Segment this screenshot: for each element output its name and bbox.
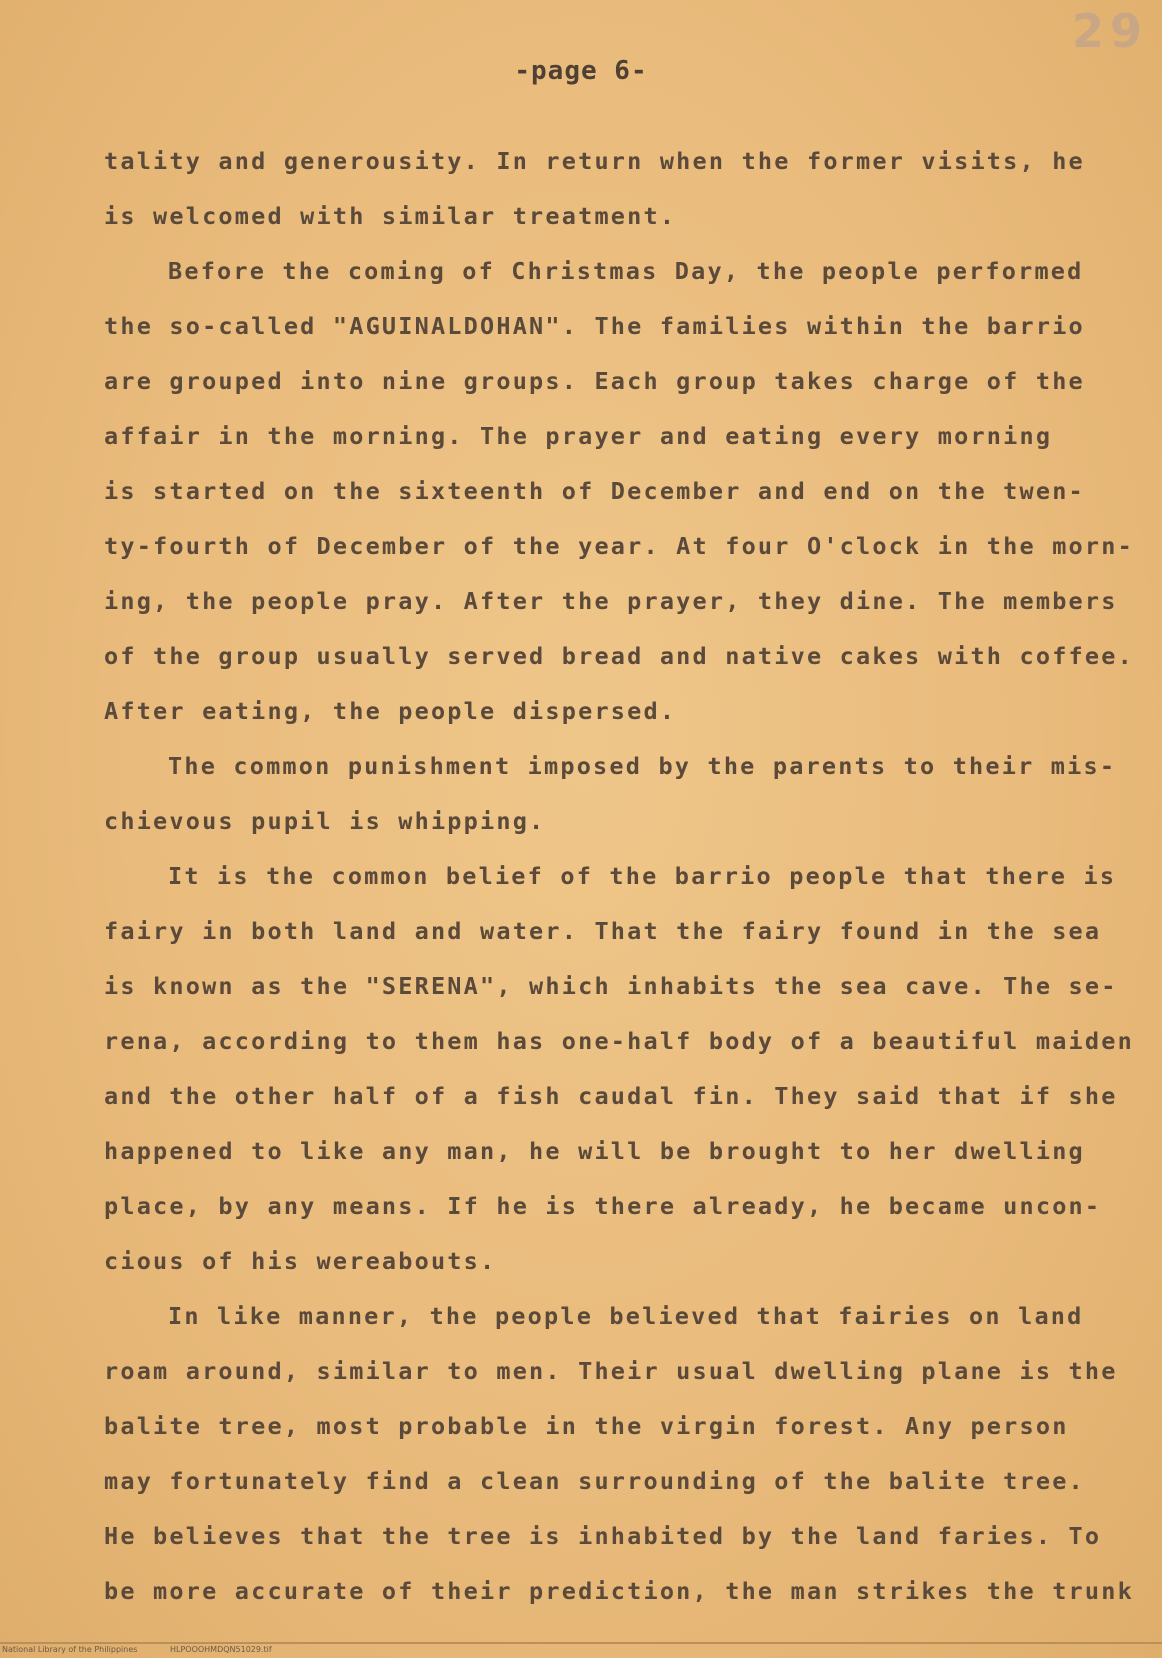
footer-file-name: HLPOOOHMDQN51029.tif: [169, 1645, 272, 1654]
text-line: ty-fourth of December of the year. At four O'clock in the morn-: [104, 532, 1134, 560]
text-line: be more accurate of their prediction, the man strikes the trunk: [104, 1577, 1134, 1605]
text-line: rena, according to them has one-half body of a beautiful maiden: [104, 1027, 1134, 1055]
text-line: affair in the morning. The prayer and eating every morning: [104, 422, 1053, 450]
text-line: ing, the people pray. After the prayer, they dine. The members: [104, 587, 1118, 615]
text-line: fairy in both land and water. That the fairy found in the sea: [104, 917, 1102, 945]
text-line: and the other half of a fish caudal fin. They said that if she: [104, 1082, 1118, 1110]
text-line: It is the common belief of the barrio people that there is: [168, 862, 1117, 890]
text-line: are grouped into nine groups. Each group takes charge of the: [104, 367, 1085, 395]
text-line: chievous pupil is whipping.: [104, 807, 546, 835]
text-line: place, by any means. If he is there already, he became uncon-: [104, 1192, 1102, 1220]
text-line: is welcomed with similar treatment.: [104, 202, 677, 230]
scan-footer: [2, 1645, 272, 1654]
page-bottom-edge: [0, 1642, 1162, 1644]
text-line: He believes that the tree is inhabited by the land faries. To: [104, 1522, 1102, 1550]
text-line: The common punishment imposed by the parents to their mis-: [168, 752, 1117, 780]
text-line: tality and generousity. In return when the former visits, he: [104, 147, 1085, 175]
text-line: roam around, similar to men. Their usual dwelling plane is the: [104, 1357, 1118, 1385]
footer-institution: National Library of the Philippines: [2, 1645, 138, 1654]
folio-number: 29: [1071, 4, 1148, 58]
text-line: may fortunately find a clean surrounding of the balite tree.: [104, 1467, 1085, 1495]
text-line: cious of his wereabouts.: [104, 1247, 497, 1275]
text-line: In like manner, the people believed that fairies on land: [168, 1302, 1084, 1330]
text-line: is known as the "SERENA", which inhabits the sea cave. The se-: [104, 972, 1118, 1000]
text-line: of the group usually served bread and native cakes with coffee.: [104, 642, 1134, 670]
text-line: happened to like any man, he will be brought to her dwelling: [104, 1137, 1085, 1165]
body-text: [104, 134, 1154, 1619]
text-line: Before the coming of Christmas Day, the people performed: [168, 257, 1084, 285]
text-line: balite tree, most probable in the virgin forest. Any person: [104, 1412, 1069, 1440]
text-line: After eating, the people dispersed.: [104, 697, 677, 725]
text-line: the so-called "AGUINALDOHAN". The families within the barrio: [104, 312, 1085, 340]
page-label: -page 6-: [514, 56, 648, 86]
text-line: is started on the sixteenth of December and end on the twen-: [104, 477, 1085, 505]
